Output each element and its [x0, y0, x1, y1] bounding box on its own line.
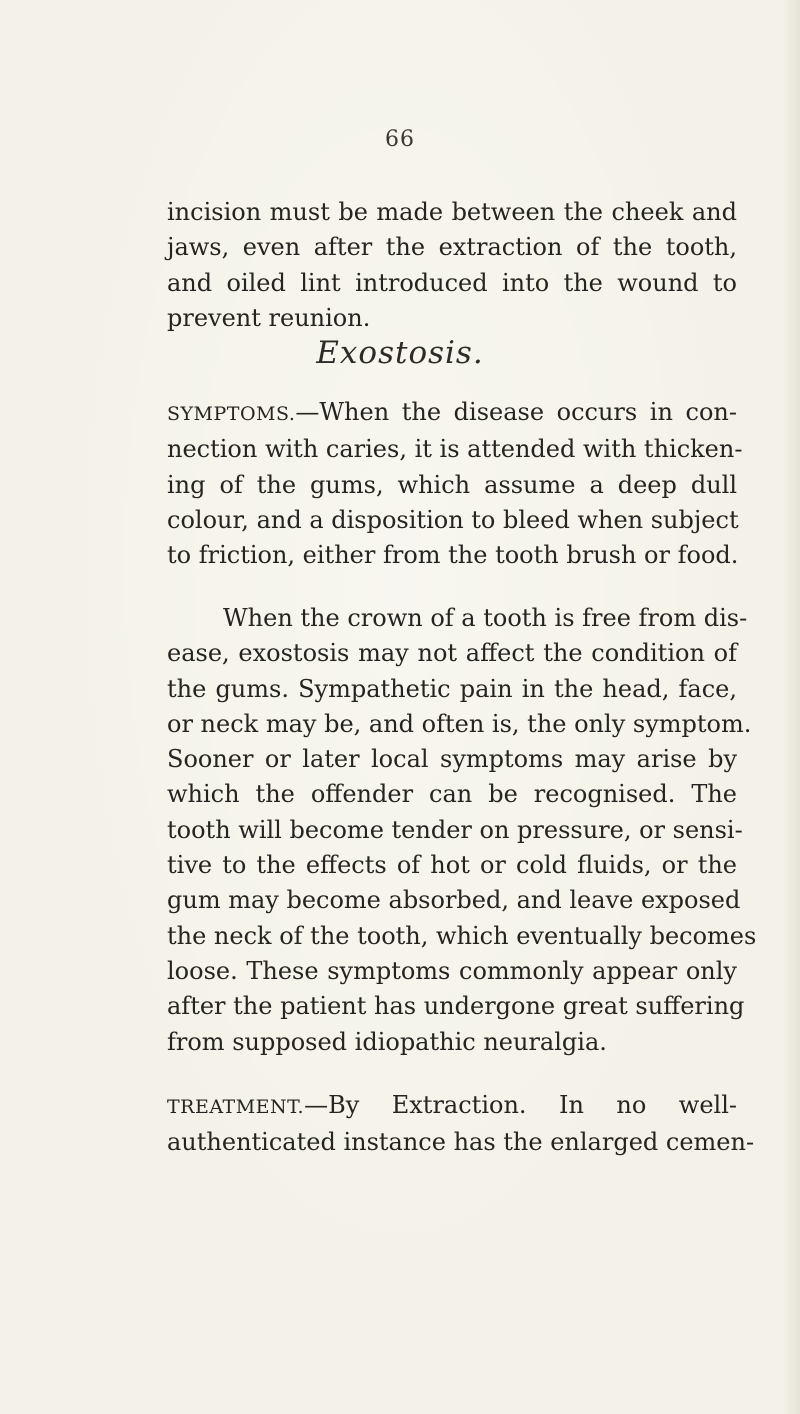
page-number: 66 — [385, 127, 415, 152]
text-line: ease, exostosis may not affect the condition of — [167, 639, 737, 668]
paragraph-symptoms — [167, 395, 743, 573]
text-line: or neck may be, and often is, the only symptom. — [167, 709, 752, 738]
text-line: ing of the gums, which assume a deep dull — [167, 470, 737, 499]
text-line: Sooner or later local symptoms may arise by — [167, 745, 737, 774]
text-line: to friction, either from the tooth brush or food. — [167, 541, 739, 570]
text-line: after the patient has undergone great suffering — [167, 992, 745, 1021]
text-line: When the crown of a tooth is free from dis- — [223, 604, 748, 632]
paragraph-intro — [167, 195, 737, 336]
symptoms-label: SYMPTOMS. — [167, 403, 296, 425]
page-edge-shadow — [782, 0, 800, 1414]
text-line: nection with caries, it is attended with thicken- — [167, 435, 743, 464]
text-line: authenticated instance has the enlarged cemen- — [167, 1128, 755, 1157]
text-line: and oiled lint introduced into the wound to — [167, 268, 737, 297]
text-line: which the offender can be recognised. The — [167, 780, 737, 809]
treatment-label: TREATMENT. — [167, 1096, 305, 1118]
text-line: gum may become absorbed, and leave exposed — [167, 886, 741, 915]
text-line: prevent reunion. — [167, 303, 371, 332]
text-line: the gums. Sympathetic pain in the head, face, — [167, 674, 737, 703]
section-heading: Exostosis. — [316, 335, 484, 371]
text-line: colour, and a disposition to bleed when subject — [167, 505, 739, 534]
text-line: tive to the effects of hot or cold fluids, or the — [167, 851, 737, 880]
text-line: loose. These symptoms commonly appear only — [167, 956, 737, 985]
text-line: from supposed idiopathic neuralgia. — [167, 1027, 607, 1056]
text-line — [167, 1088, 737, 1125]
text-line: incision must be made between the cheek and — [167, 198, 737, 226]
paragraph-treatment — [167, 1088, 755, 1161]
paragraph-crown-free — [167, 601, 757, 1060]
text-line: jaws, even after the extraction of the tooth, — [167, 233, 737, 262]
text-line — [167, 395, 737, 432]
treatment-line-text: —By Extraction. In no well- — [304, 1091, 737, 1119]
text-line: tooth will become tender on pressure, or sensi- — [167, 815, 743, 844]
symptoms-line-text: —When the disease occurs in con- — [295, 398, 737, 426]
text-line: the neck of the tooth, which eventually becomes — [167, 921, 757, 950]
